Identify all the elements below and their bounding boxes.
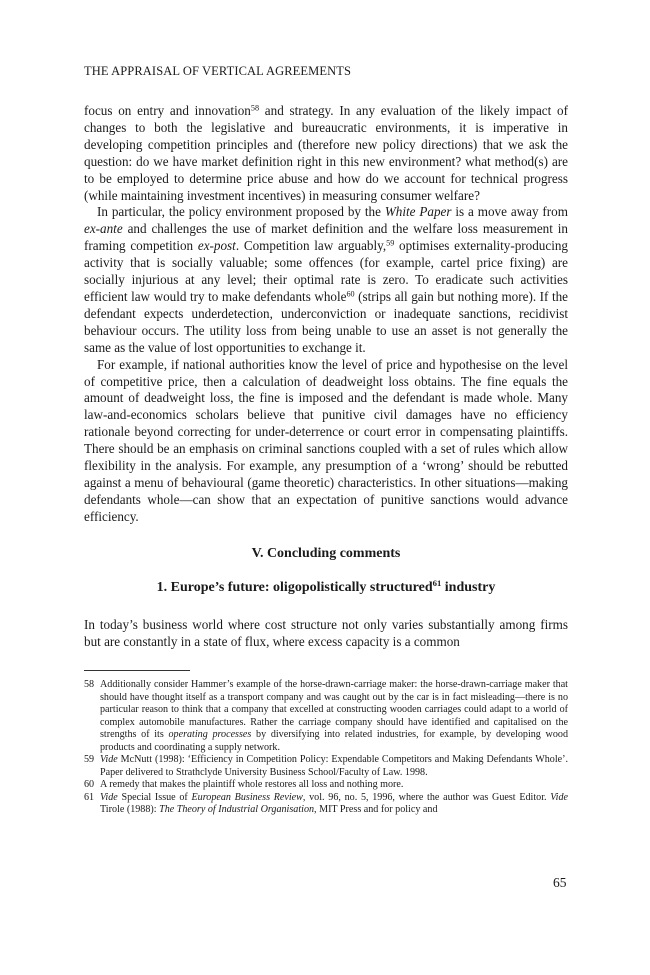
footnote-text: Vide McNutt (1998): ‘Efficiency in Competition Policy: Expendable Competitors and Making Defendants Whole’. Paper delivered to Strathclyde University Business School/Faculty of Law. 1998.	[100, 754, 568, 778]
paragraph-1: focus on entry and innovation$^{58}$ and strategy. In any evaluation of the likely impact of changes to both the legislative and bureaucratic environments, it is imperative in developing competition principles and (therefore new policy directions) that we ask the question: do we have market definition right in this new environment? what method(s) are to be employed to determine price abuse and how do we account for technical progress (while maintaining investment incentives) in measuring consumer welfare?	[84, 103, 568, 203]
section-heading: V. Concluding comments	[251, 545, 401, 561]
page-body	[84, 64, 568, 816]
footnote-ref-58[interactable]: 58	[250, 103, 260, 113]
page-number: 65	[553, 875, 567, 890]
footnote-number: 61	[84, 791, 95, 803]
footnote-number: 59	[84, 754, 95, 766]
footnote-number: 58	[84, 679, 95, 691]
footnote-58	[84, 679, 568, 754]
footnote-text: Additionally consider Hammer’s example of the horse-drawn-carriage maker: the horse-drawn-carriage maker that should have thought itself as a transport company and was caught out by the car is in fact misleading—there is no particular reason to think that a company that excelled at constructing wooden carriages could adapt to a world of complex automobile manufactures. Rather the carriage company should have identified and capitalised on the strengths of its operating processes by diversifying into related industries, for example, by developing wood products and coordinating a supply network.	[100, 679, 568, 753]
paragraph-2: In particular, the policy environment proposed by the White Paper is a move away from ex-ante and challenges the use of market definition and the welfare loss measurement in framing competition ex-post. Competition law arguably,$^{59}$ optimises externality-producing activity that is socially valuable; some offences (for example, cartel price fixing) are socially injurious at any level; their optimal rate is zero. To eradicate such activities efficient law would try to make defendants whole$^{60}$ (strips all gain but nothing more). If the defendant expects underdetection, underconviction or inadequate sanctions, recidivist behaviour occurs. The utility loss from being unable to use an asset is not generally the same as the value of lost opportunities to exchange it.	[84, 204, 568, 355]
footnote-ref-61[interactable]: 61	[432, 577, 442, 588]
paragraph-4: In today’s business world where cost structure not only varies substantially among firms but are constantly in a state of flux, where excess capacity is a common	[84, 616, 568, 649]
footnote-61	[84, 792, 568, 817]
footnote-60	[84, 779, 568, 791]
footnote-number: 60	[84, 779, 95, 791]
running-head: THE APPRAISAL OF VERTICAL AGREEMENTS	[84, 64, 351, 78]
footnote-59	[84, 754, 568, 779]
footnote-text: A remedy that makes the plaintiff whole restores all loss and nothing more.	[100, 779, 404, 791]
footnote-ref-60[interactable]: 60	[346, 289, 355, 299]
footnote-divider	[84, 670, 190, 671]
footnote-ref-59[interactable]: 59	[386, 238, 395, 248]
subsection-heading: 1. Europe’s future: oligopolistically structured$^{61}$ industry	[156, 577, 496, 595]
paragraph-3: For example, if national authorities know the level of price and hypothesise on the level of competitive price, then a calculation of deadweight loss obtains. The fine equals the amount of deadweight loss, the fine is imposed and the defendant is made whole. Many law-and-economics scholars believe that punitive civil damages have no efficiency rationale beyond correcting for under-deterrence or court error in compensating plaintiffs. There should be an emphasis on criminal sanctions coupled with a set of rules which allow flexibility in the analysis. For example, any presumption of a ‘wrong’ should be rebutted against a menu of behavioural (game theoretic) characteristics. In other situations—making defendants whole—can show that an expectation of punitive sanctions would advance efficiency.	[84, 356, 568, 524]
footnote-text: Vide Special Issue of European Business Review, vol. 96, no. 5, 1996, where the author was Guest Editor. Vide Tirole (1988): The Theory of Industrial Organisation, MIT Press and for policy and	[100, 791, 568, 815]
